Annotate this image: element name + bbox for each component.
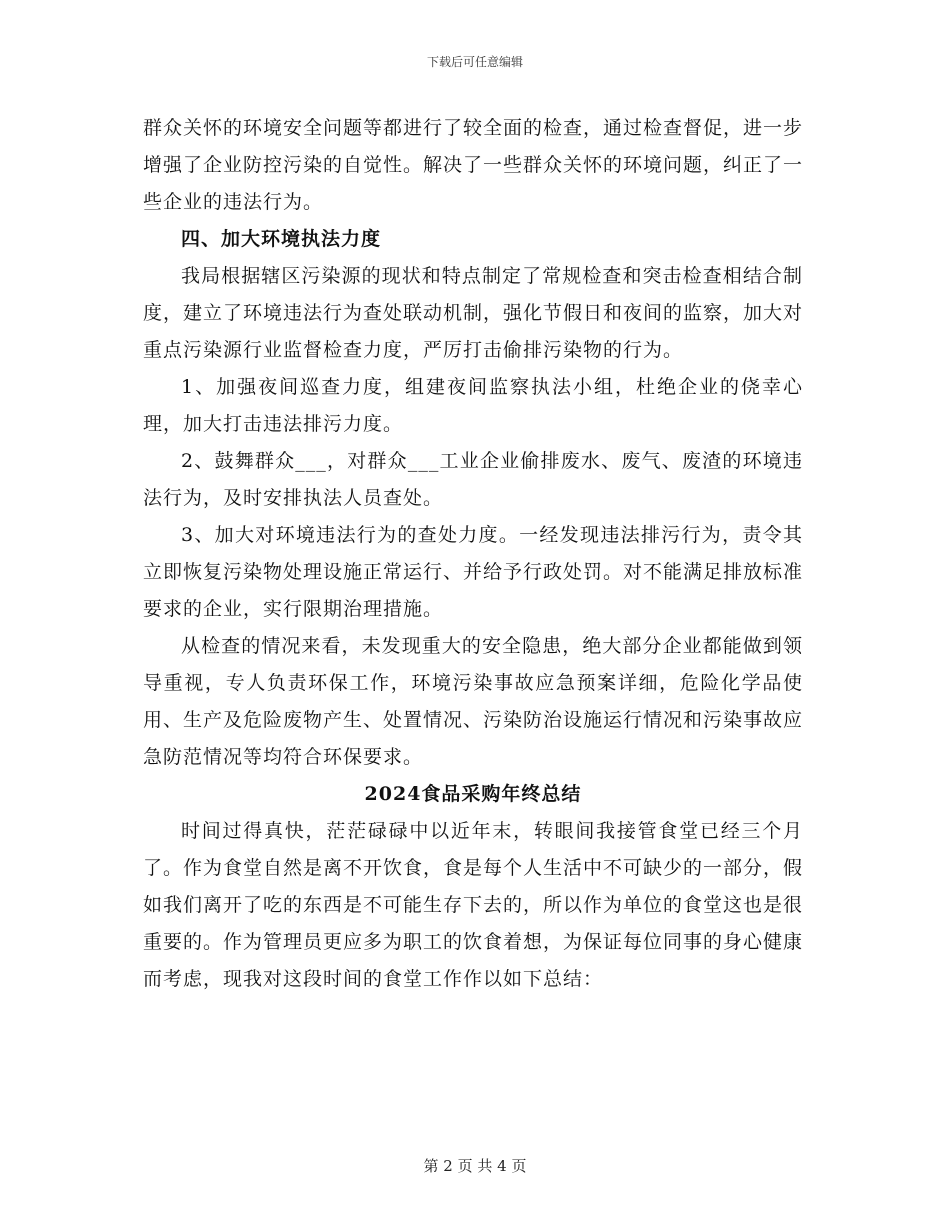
section-heading: 四、加大环境执法力度: [181, 228, 382, 250]
list-item-3: 3、加大对环境违法行为的查处力度。一经发现违法排污行为，责令其立即恢复污染物处理设施正常运行、并给予行政处罚。对不能满足排放标准要求的企业，实行限期治理措施。: [143, 524, 804, 620]
list-item-2: 2、鼓舞群众___，对群众___工业企业偷排废水、废气、废渣的环境违法行为，及时安排执法人员查处。: [143, 450, 803, 509]
paragraph: 我局根据辖区污染源的现状和特点制定了常规检查和突击检查相结合制度，建立了环境违法行为查处联动机制，强化节假日和夜间的监察，加大对重点污染源行业监督检查力度，严厉打击偷排污染物的行为。: [143, 265, 804, 361]
document-title: 2024食品采购年终总结: [364, 783, 582, 805]
paragraph: 时间过得真快，茫茫碌碌中以近年末，转眼间我接管食堂已经三个月了。作为食堂自然是离不开饮食，食是每个人生活中不可缺少的一部分，假如我们离开了吃的东西是不可能生存下去的，所以作为单位的食堂这也是很重要的。作为管理员更应多为职工的饮食着想，为保证每位同事的身心健康而考虑，现我对这段时间的食堂工作作以如下总结：: [143, 820, 804, 990]
page-footer: 第 2 页 共 4 页: [423, 1157, 527, 1175]
paragraph: 从检查的情况来看，未发现重大的安全隐患，绝大部分企业都能做到领导重视，专人负责环保工作，环境污染事故应急预案详细，危险化学品使用、生产及危险废物产生、处置情况、污染防治设施运行情况和污染事故应急防范情况等均符合环保要求。: [143, 635, 804, 768]
page-header: 下载后可任意编辑: [426, 55, 523, 69]
paragraph-continuation: 群众关怀的环境安全问题等都进行了较全面的检查，通过检查督促，进一步增强了企业防控污染的自觉性。解决了一些群众关怀的环境问题，纠正了一些企业的违法行为。: [143, 117, 804, 213]
document-body: [143, 110, 803, 998]
list-item-1: 1、加强夜间巡查力度，组建夜间监察执法小组，杜绝企业的侥幸心理，加大打击违法排污力度。: [143, 376, 803, 435]
